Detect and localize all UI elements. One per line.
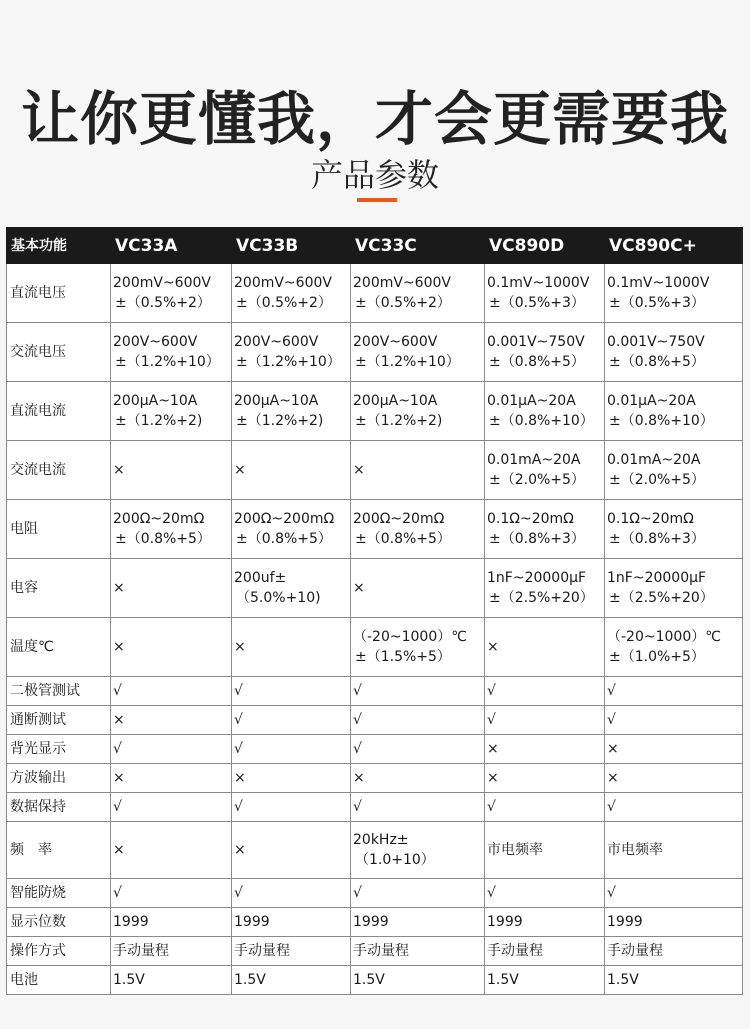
spec-value: 200mV~600V <box>234 275 332 291</box>
spec-accuracy: ±（0.8%+3） <box>489 531 585 547</box>
row-label: 电阻 <box>7 500 111 559</box>
row-label: 温度℃ <box>7 618 111 677</box>
table-row <box>7 264 743 323</box>
spec-value: × <box>234 462 246 478</box>
spec-cell <box>351 559 485 618</box>
spec-value: （-20~1000）℃ <box>607 629 721 645</box>
spec-cell <box>485 382 605 441</box>
spec-accuracy: ±（2.5%+20） <box>609 590 714 606</box>
model-header: VC890D <box>485 228 605 264</box>
spec-value: × <box>234 842 246 858</box>
spec-cell <box>605 822 743 879</box>
spec-value: 200Ω~200mΩ <box>234 511 335 527</box>
spec-value: 200Ω~20mΩ <box>353 511 445 527</box>
spec-accuracy: ±（1.2%+10） <box>236 354 341 370</box>
row-label: 通断测试 <box>7 706 111 735</box>
spec-cell <box>351 618 485 677</box>
spec-cell <box>232 264 351 323</box>
spec-cell <box>232 822 351 879</box>
spec-cell <box>485 879 605 908</box>
spec-value: √ <box>353 683 362 699</box>
spec-value: × <box>487 639 499 655</box>
spec-cell <box>232 618 351 677</box>
spec-value: √ <box>234 799 243 815</box>
spec-cell <box>605 879 743 908</box>
spec-cell <box>485 618 605 677</box>
spec-value: √ <box>353 741 362 757</box>
spec-cell <box>111 264 232 323</box>
table-row <box>7 441 743 500</box>
spec-value: √ <box>487 712 496 728</box>
spec-value: √ <box>353 712 362 728</box>
spec-cell <box>111 382 232 441</box>
spec-value: 手动量程 <box>607 943 663 959</box>
spec-value: × <box>607 770 619 786</box>
spec-value: × <box>113 639 125 655</box>
spec-value: 0.1mV~1000V <box>487 275 590 291</box>
spec-cell <box>605 908 743 937</box>
spec-value: 0.1Ω~20mΩ <box>487 511 574 527</box>
spec-value: 0.001V~750V <box>607 334 705 350</box>
spec-cell <box>605 793 743 822</box>
spec-cell <box>232 706 351 735</box>
spec-value: √ <box>607 712 616 728</box>
spec-value: 市电频率 <box>487 842 543 858</box>
spec-cell <box>351 937 485 966</box>
spec-value: 200Ω~20mΩ <box>113 511 205 527</box>
spec-cell <box>485 793 605 822</box>
row-label: 显示位数 <box>7 908 111 937</box>
row-label: 交流电压 <box>7 323 111 382</box>
spec-cell <box>351 822 485 879</box>
spec-value: 0.01mA~20A <box>487 452 581 468</box>
table-row <box>7 908 743 937</box>
spec-cell <box>232 879 351 908</box>
spec-cell <box>232 966 351 995</box>
spec-cell <box>351 735 485 764</box>
table-row <box>7 822 743 879</box>
spec-value: 手动量程 <box>353 943 409 959</box>
spec-value: 1999 <box>234 914 270 930</box>
spec-cell <box>232 441 351 500</box>
table-row <box>7 618 743 677</box>
spec-cell <box>111 793 232 822</box>
spec-value: 200mV~600V <box>353 275 451 291</box>
spec-accuracy: ±（0.8%+10） <box>489 413 594 429</box>
spec-accuracy: ±（0.8%+5） <box>355 531 451 547</box>
spec-value: × <box>113 580 125 596</box>
spec-value: 200μA~10A <box>234 393 319 409</box>
spec-accuracy: ±（0.5%+2） <box>115 295 211 311</box>
row-label: 方波输出 <box>7 764 111 793</box>
spec-value: 1.5V <box>234 972 266 988</box>
spec-cell <box>351 323 485 382</box>
spec-value: × <box>113 770 125 786</box>
spec-cell <box>485 966 605 995</box>
spec-cell <box>485 677 605 706</box>
spec-cell <box>351 793 485 822</box>
table-row <box>7 793 743 822</box>
header-label: 基本功能 <box>7 228 111 264</box>
spec-value: 1nF~20000μF <box>487 570 587 586</box>
spec-cell <box>351 264 485 323</box>
row-label: 频 率 <box>7 822 111 879</box>
spec-value: 200mV~600V <box>113 275 211 291</box>
spec-cell <box>485 908 605 937</box>
row-label: 电池 <box>7 966 111 995</box>
spec-cell <box>605 677 743 706</box>
spec-cell <box>485 706 605 735</box>
spec-cell <box>485 937 605 966</box>
spec-accuracy: ±（0.8%+3） <box>609 531 705 547</box>
spec-accuracy: ±（1.2%+2) <box>236 413 324 429</box>
spec-value: √ <box>353 799 362 815</box>
spec-cell <box>111 735 232 764</box>
spec-value: √ <box>487 683 496 699</box>
spec-accuracy: ±（1.2%+2) <box>115 413 203 429</box>
spec-value: 0.01μA~20A <box>607 393 696 409</box>
spec-value: √ <box>487 885 496 901</box>
spec-cell <box>605 966 743 995</box>
spec-cell <box>111 677 232 706</box>
row-label: 智能防烧 <box>7 879 111 908</box>
spec-accuracy: ±（0.8%+10） <box>609 413 714 429</box>
spec-accuracy: ±（0.5%+2） <box>355 295 451 311</box>
spec-cell <box>351 500 485 559</box>
spec-value: √ <box>607 799 616 815</box>
table-row <box>7 677 743 706</box>
spec-value: 1.5V <box>487 972 519 988</box>
spec-cell <box>605 264 743 323</box>
headline: 让你更懂我，才会更需要我 <box>20 85 729 153</box>
spec-value: 0.01μA~20A <box>487 393 576 409</box>
row-label: 数据保持 <box>7 793 111 822</box>
spec-cell <box>111 323 232 382</box>
spec-value: √ <box>607 683 616 699</box>
spec-cell <box>232 937 351 966</box>
spec-value: × <box>487 770 499 786</box>
spec-value: 20kHz± <box>353 832 409 848</box>
spec-cell <box>351 966 485 995</box>
row-label: 电容 <box>7 559 111 618</box>
spec-cell <box>351 441 485 500</box>
spec-cell <box>605 382 743 441</box>
spec-cell <box>111 706 232 735</box>
spec-value: 手动量程 <box>113 943 169 959</box>
model-header: VC33A <box>111 228 232 264</box>
spec-accuracy: ±（1.2%+10） <box>355 354 460 370</box>
spec-cell <box>111 764 232 793</box>
spec-value: 0.01mA~20A <box>607 452 701 468</box>
spec-value: 0.001V~750V <box>487 334 585 350</box>
spec-cell <box>232 764 351 793</box>
spec-cell <box>351 908 485 937</box>
spec-value: √ <box>234 741 243 757</box>
spec-cell <box>351 677 485 706</box>
spec-value: 1999 <box>607 914 643 930</box>
title-accent-bar <box>357 198 397 202</box>
table-row <box>7 500 743 559</box>
spec-accuracy: ±（0.5%+2） <box>236 295 332 311</box>
spec-cell <box>232 559 351 618</box>
spec-value: 1999 <box>353 914 389 930</box>
spec-cell <box>232 735 351 764</box>
spec-value: 200uf± <box>234 570 287 586</box>
table-row <box>7 323 743 382</box>
spec-cell <box>605 500 743 559</box>
spec-value: × <box>487 741 499 757</box>
row-label: 直流电流 <box>7 382 111 441</box>
spec-accuracy: ±（0.5%+3） <box>609 295 705 311</box>
spec-value: √ <box>234 712 243 728</box>
spec-accuracy: （5.0%+10) <box>236 590 321 606</box>
spec-value: 1999 <box>113 914 149 930</box>
spec-accuracy: ±（1.2%+2) <box>355 413 443 429</box>
spec-accuracy: ±（0.5%+3） <box>489 295 585 311</box>
spec-value: 市电频率 <box>607 842 663 858</box>
row-label: 交流电流 <box>7 441 111 500</box>
spec-cell <box>351 382 485 441</box>
table-header-row <box>7 228 743 264</box>
spec-value: 手动量程 <box>487 943 543 959</box>
spec-cell <box>605 323 743 382</box>
row-label: 二极管测试 <box>7 677 111 706</box>
spec-value: 0.1Ω~20mΩ <box>607 511 694 527</box>
spec-cell <box>485 323 605 382</box>
spec-cell <box>111 822 232 879</box>
spec-value: × <box>113 842 125 858</box>
spec-value: 1.5V <box>607 972 639 988</box>
table-row <box>7 382 743 441</box>
spec-cell <box>232 908 351 937</box>
spec-value: 1.5V <box>113 972 145 988</box>
table-row <box>7 966 743 995</box>
table-row <box>7 764 743 793</box>
spec-value: × <box>113 712 125 728</box>
spec-value: 0.1mV~1000V <box>607 275 710 291</box>
spec-value: √ <box>353 885 362 901</box>
spec-value: √ <box>487 799 496 815</box>
row-label: 操作方式 <box>7 937 111 966</box>
table-row <box>7 559 743 618</box>
spec-value: × <box>113 462 125 478</box>
spec-cell <box>111 966 232 995</box>
table-row <box>7 735 743 764</box>
spec-accuracy: ±（1.2%+10） <box>115 354 220 370</box>
spec-cell <box>111 879 232 908</box>
spec-value: √ <box>113 741 122 757</box>
spec-cell <box>605 618 743 677</box>
spec-cell <box>485 764 605 793</box>
spec-cell <box>111 441 232 500</box>
spec-cell <box>111 618 232 677</box>
spec-value: √ <box>234 885 243 901</box>
table-body <box>7 264 743 995</box>
spec-value: 200V~600V <box>353 334 438 350</box>
spec-value: √ <box>113 799 122 815</box>
spec-cell <box>605 706 743 735</box>
spec-cell <box>111 937 232 966</box>
spec-value: √ <box>234 683 243 699</box>
spec-value: × <box>353 580 365 596</box>
spec-value: 1999 <box>487 914 523 930</box>
spec-value: √ <box>113 885 122 901</box>
spec-cell <box>232 323 351 382</box>
spec-cell <box>485 441 605 500</box>
spec-cell <box>232 677 351 706</box>
spec-value: 手动量程 <box>234 943 290 959</box>
spec-value: 200V~600V <box>113 334 198 350</box>
spec-cell <box>111 908 232 937</box>
model-header: VC33B <box>232 228 351 264</box>
spec-accuracy: ±（2.5%+20） <box>489 590 594 606</box>
spec-value: √ <box>607 885 616 901</box>
spec-value: × <box>607 741 619 757</box>
spec-cell <box>605 735 743 764</box>
spec-cell <box>485 264 605 323</box>
spec-cell <box>111 559 232 618</box>
spec-cell <box>485 500 605 559</box>
spec-accuracy: ±（0.8%+5） <box>609 354 705 370</box>
spec-accuracy: ±（1.0%+5） <box>609 649 705 665</box>
spec-accuracy: ±（2.0%+5） <box>489 472 585 488</box>
spec-value: 1.5V <box>353 972 385 988</box>
section-title: 产品参数 <box>310 156 439 194</box>
row-label: 直流电压 <box>7 264 111 323</box>
spec-value: 200μA~10A <box>113 393 198 409</box>
spec-value: × <box>234 770 246 786</box>
spec-table <box>6 227 743 995</box>
model-header: VC33C <box>351 228 485 264</box>
spec-value: √ <box>113 683 122 699</box>
spec-cell <box>485 735 605 764</box>
table-row <box>7 706 743 735</box>
model-header: VC890C+ <box>605 228 743 264</box>
spec-cell <box>351 706 485 735</box>
spec-accuracy: ±（1.5%+5） <box>355 649 451 665</box>
table-row <box>7 937 743 966</box>
spec-value: （-20~1000）℃ <box>353 629 467 645</box>
row-label: 背光显示 <box>7 735 111 764</box>
table-row <box>7 879 743 908</box>
spec-cell <box>605 937 743 966</box>
spec-cell <box>485 822 605 879</box>
spec-accuracy: ±（0.8%+5） <box>236 531 332 547</box>
spec-value: 200μA~10A <box>353 393 438 409</box>
spec-accuracy: ±（0.8%+5） <box>489 354 585 370</box>
spec-value: × <box>353 462 365 478</box>
spec-cell <box>232 500 351 559</box>
spec-value: 200V~600V <box>234 334 319 350</box>
spec-cell <box>232 382 351 441</box>
spec-cell <box>605 764 743 793</box>
spec-value: 1nF~20000μF <box>607 570 707 586</box>
spec-cell <box>605 441 743 500</box>
spec-cell <box>351 764 485 793</box>
spec-cell <box>605 559 743 618</box>
spec-cell <box>232 793 351 822</box>
spec-value: × <box>353 770 365 786</box>
spec-cell <box>351 879 485 908</box>
spec-accuracy: （1.0+10） <box>355 852 435 868</box>
spec-accuracy: ±（2.0%+5） <box>609 472 705 488</box>
spec-accuracy: ±（0.8%+5） <box>115 531 211 547</box>
spec-cell <box>485 559 605 618</box>
spec-cell <box>111 500 232 559</box>
spec-value: × <box>234 639 246 655</box>
